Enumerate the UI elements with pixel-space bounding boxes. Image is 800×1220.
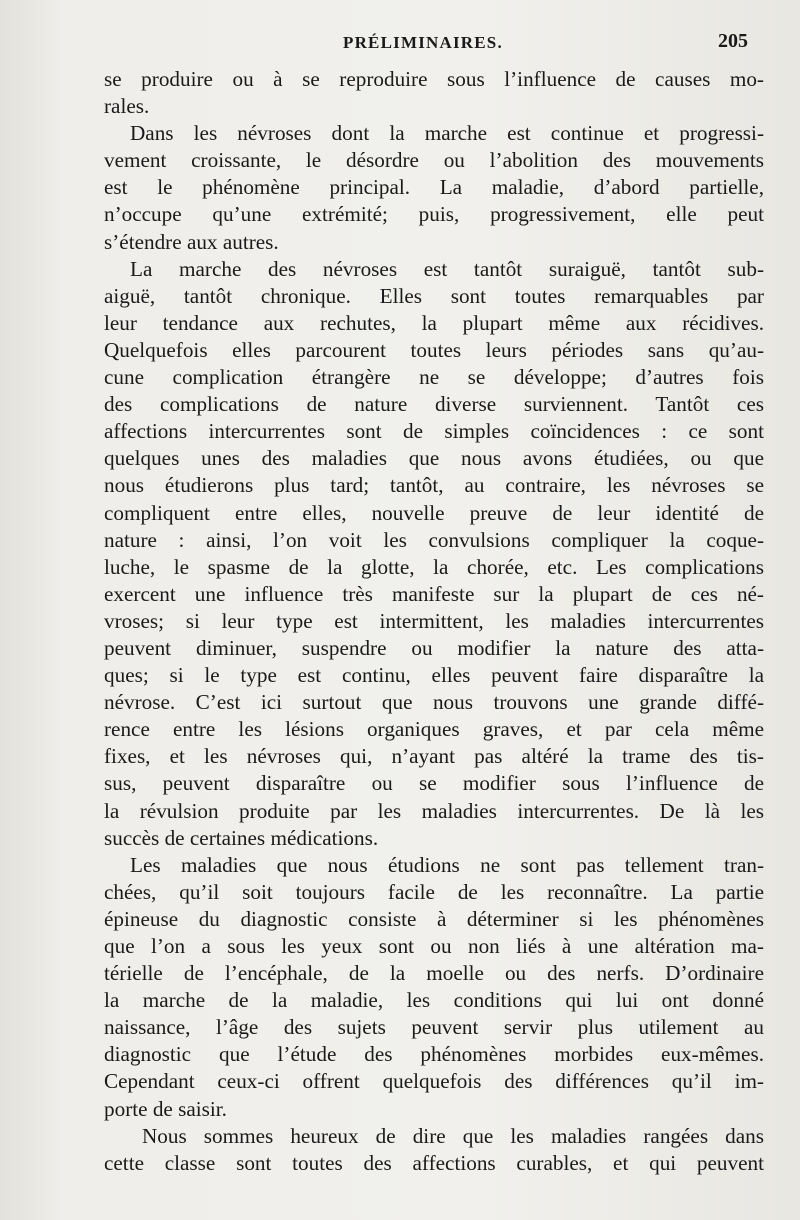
paragraph-first-line: Les maladies que nous étudions ne sont pas tellement tran- — [130, 852, 764, 877]
text-line: névrose. C’est ici surtout que nous trouvons une grande diffé- — [104, 690, 764, 715]
text-line: porte de saisir. — [104, 1096, 227, 1121]
text-line: la marche de la maladie, les conditions qui lui ont donné — [104, 988, 764, 1013]
text-line: succès de certaines médications. — [104, 825, 379, 850]
text-line: Cependant ceux-ci offrent quelquefois des différences qu’il im- — [104, 1069, 764, 1094]
text-line: que l’on a sous les yeux sont ou non liés à une altération ma- — [104, 934, 764, 958]
text-line: est le phénomène principal. La maladie, d’abord partielle, — [104, 175, 764, 200]
text-line: quelques unes des maladies que nous avons étudiées, ou que — [104, 446, 764, 471]
text-line: exercent une influence très manifeste sur la plupart de ces né- — [104, 581, 764, 606]
text-line: fixes, et les névroses qui, n’ayant pas altéré la trame des tis- — [104, 744, 764, 769]
text-line: affections intercurrentes sont de simples coïncidences : ce sont — [104, 419, 764, 444]
text-line: Quelquefois elles parcourent toutes leurs périodes sans qu’au- — [104, 337, 764, 362]
text-line: ques; si le type est continu, elles peuvent faire disparaître la — [104, 663, 764, 688]
text-line: rence entre les lésions organiques graves, et par cela même — [104, 717, 764, 742]
text-line: compliquent entre elles, nouvelle preuve de leur identité de — [104, 500, 764, 525]
text-line: la révulsion produite par les maladies intercurrentes. De là les — [104, 798, 764, 823]
text-line: leur tendance aux rechutes, la plupart même aux récidives. — [104, 310, 764, 335]
paragraph-first-line: Dans les névroses dont la marche est continue et progressi- — [130, 121, 764, 146]
text-line: térielle de l’encéphale, de la moelle ou des nerfs. D’ordinaire — [104, 961, 764, 986]
text-line: s’étendre aux autres. — [104, 229, 279, 254]
text-line: se produire ou à se reproduire sous l’influence de causes mo- — [104, 67, 764, 91]
paragraph-first-line: Nous sommes heureux de dire que les maladies rangées dans — [142, 1123, 764, 1148]
text-line: chées, qu’il soit toujours facile de les reconnaître. La partie — [104, 879, 764, 904]
text-line: vement croissante, le désordre ou l’abolition des mouvements — [104, 148, 764, 173]
running-title: PRÉLIMINAIRES. — [343, 33, 503, 52]
text-line: aiguë, tantôt chronique. Elles sont toutes remarquables par — [104, 283, 764, 308]
text-line: rales. — [104, 94, 150, 119]
text-line: naissance, l’âge des sujets peuvent servir plus utilement au — [104, 1015, 764, 1040]
text-line: nous étudierons plus tard; tantôt, au contraire, les névroses se — [104, 473, 764, 498]
text-line: vroses; si leur type est intermittent, les maladies intercurrentes — [104, 608, 764, 633]
page-header — [105, 30, 748, 58]
text-line: diagnostic que l’étude des phénomènes morbides eux-mêmes. — [104, 1042, 764, 1067]
text-line: sus, peuvent disparaître ou se modifier sous l’influence de — [104, 771, 764, 796]
text-line: cune complication étrangère ne se développe; d’autres fois — [104, 365, 764, 390]
body-text — [104, 66, 764, 1177]
page-number: 205 — [718, 30, 748, 52]
paragraph-first-line: La marche des névroses est tantôt suraiguë, tantôt sub- — [130, 256, 764, 281]
text-line: luche, le spasme de la glotte, la chorée, etc. Les complications — [104, 554, 764, 579]
text-line: nature : ainsi, l’on voit les convulsions compliquer la coque- — [104, 527, 764, 552]
text-line: peuvent diminuer, suspendre ou modifier la nature des atta- — [104, 635, 764, 660]
text-line: cette classe sont toutes des affections curables, et qui peuvent — [104, 1150, 764, 1175]
text-line: épineuse du diagnostic consiste à déterminer si les phénomènes — [104, 906, 764, 931]
text-line: n’occupe qu’une extrémité; puis, progressivement, elle peut — [104, 202, 764, 227]
text-line: des complications de nature diverse surviennent. Tantôt ces — [104, 392, 764, 417]
